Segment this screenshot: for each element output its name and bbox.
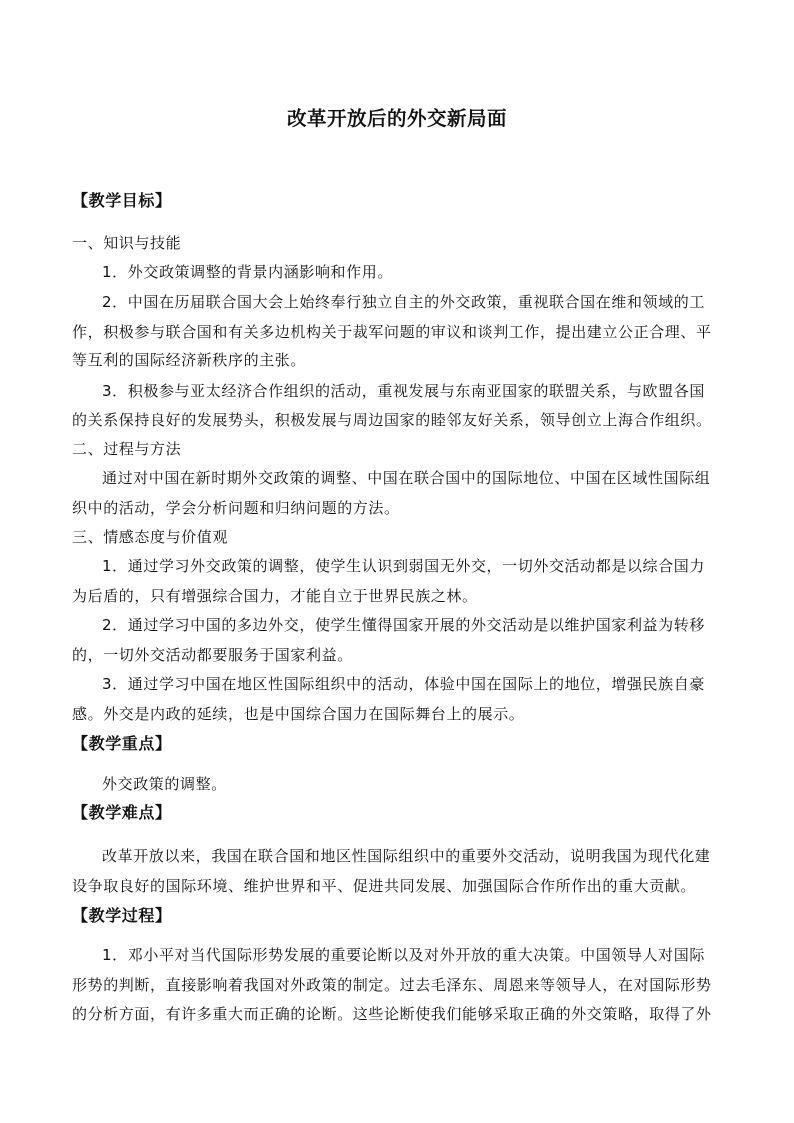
section-heading-difficulties: 【教学难点】	[72, 803, 172, 822]
paragraph-line: 2．通过学习中国的多边外交，使学生懂得国家开展的外交活动是以维护国家利益为转移	[102, 616, 705, 634]
section-heading-key-points: 【教学重点】	[72, 734, 172, 753]
paragraph-line: 设争取良好的国际环境、维护世界和平、促进共同发展、加强国际合作所作出的重大贡献。	[72, 877, 697, 895]
paragraph-line: 织中的活动，学会分析问题和归纳问题的方法。	[72, 499, 400, 517]
paragraph-line: 的分析方面，有许多重大而正确的论断。这些论断使我们能够采取正确的外交策略，取得了外	[72, 1005, 712, 1023]
paragraph-line: 的，一切外交活动都要服务于国家利益。	[72, 646, 353, 664]
section-heading-objectives: 【教学目标】	[72, 191, 172, 210]
section-heading-process: 【教学过程】	[72, 906, 172, 925]
paragraph-line: 为后盾的，只有增强综合国力，才能自立于世界民族之林。	[72, 587, 478, 605]
paragraph-line: 改革开放以来，我国在联合国和地区性国际组织中的重要外交活动，说明我国为现代化建	[102, 847, 711, 865]
paragraph-line: 3．积极参与亚太经济合作组织的活动，重视发展与东南亚国家的联盟关系，与欧盟各国	[102, 382, 705, 400]
paragraph-line: 形势的判断，直接影响着我国对外政策的制定。过去毛泽东、周恩来等领导人，在对国际形势	[72, 976, 712, 994]
subsection-heading: 一、知识与技能	[72, 234, 182, 252]
paragraph-line: 1．通过学习外交政策的调整，使学生认识到弱国无外交，一切外交活动都是以综合国力	[102, 557, 705, 575]
document-title: 改革开放后的外交新局面	[286, 107, 507, 130]
paragraph-line: 感。外交是内政的延续，也是中国综合国力在国际舞台上的展示。	[72, 705, 525, 723]
paragraph-line: 1．邓小平对当代国际形势发展的重要论断以及对外开放的重大决策。中国领导人对国际	[102, 946, 705, 964]
paragraph-line: 等互利的国际经济新秩序的主张。	[72, 351, 307, 369]
paragraph-line: 1．外交政策调整的背景内涵影响和作用。	[102, 263, 393, 281]
paragraph-line: 2．中国在历届联合国大会上始终奉行独立自主的外交政策，重视联合国在维和领域的工	[102, 293, 705, 311]
paragraph-line: 外交政策的调整。	[102, 775, 227, 793]
subsection-heading: 二、过程与方法	[72, 440, 182, 458]
subsection-heading: 三、情感态度与价值观	[72, 528, 229, 546]
paragraph-line: 的关系保持良好的发展势头，积极发展与周边国家的睦邻友好关系，领导创立上海合作组织。	[72, 411, 712, 429]
paragraph-line: 作，积极参与联合国和有关多边机构关于裁军问题的审议和谈判工作，提出建立公正合理、平	[72, 323, 712, 341]
paragraph-line: 3．通过学习中国在地区性国际组织中的活动，体验中国在国际上的地位，增强民族自豪	[102, 675, 705, 693]
paragraph-line: 通过对中国在新时期外交政策的调整、中国在联合国中的国际地位、中国在区域性国际组	[102, 469, 711, 487]
